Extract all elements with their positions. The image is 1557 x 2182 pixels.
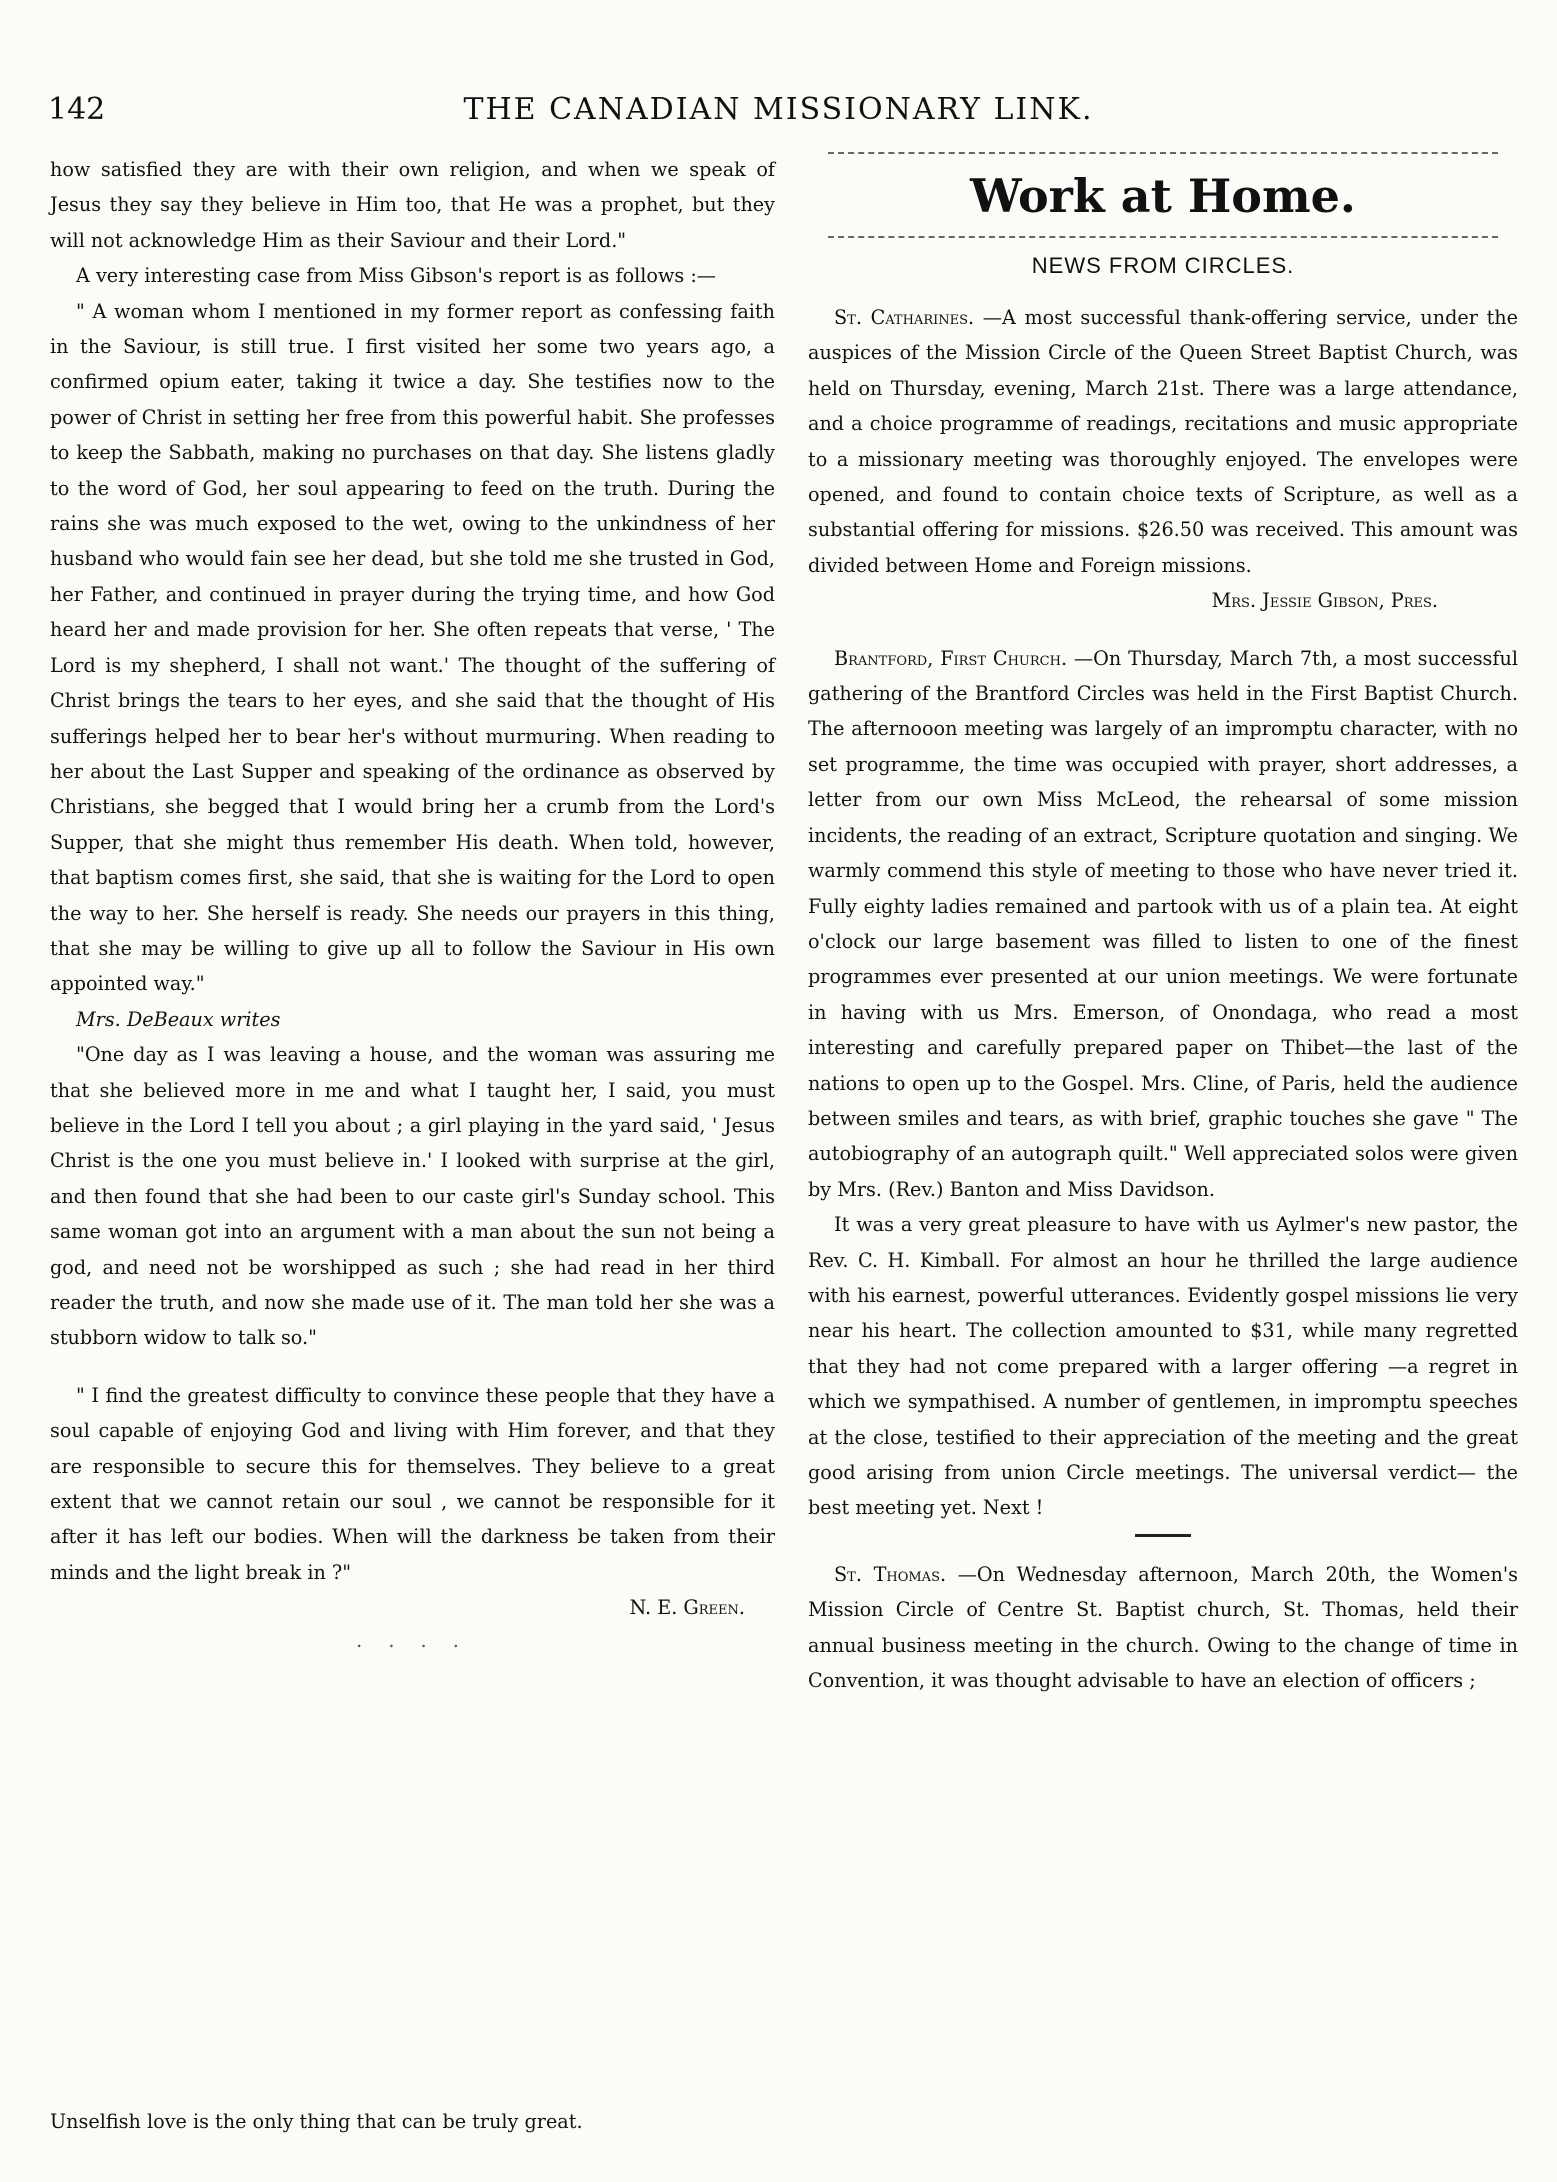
section-title: Work at Home.	[970, 169, 1356, 223]
paragraph-difficulty: " I find the greatest difficulty to convince these people that they have a soul capable of enjoying God and living with Him forever, and that they are responsible to secure this for themselves. They believe to a great extent that we cannot retain our soul , we cannot be responsible for it after it has left our bodies. When will the darkness be taken from their minds and the light break in ?"	[50, 1383, 775, 1584]
news-st-catharines	[808, 300, 1518, 583]
paragraph-debeaux-intro	[50, 1002, 775, 1037]
text-st-catharines: —A most successful thank-offering service, under the auspices of the Mission Circle of the Queen Street Baptist Church, was held on Thursday, evening, March 21st. There was a large attendance, and a choice programme of readings, recitations and music appropriate to a missionary meeting was thoroughly enjoyed. The envelopes were opened, and found to contain choice texts of Scripture, as well as a substantial offering for missions. $26.50 was received. This amount was divided between Home and Foreign missions.	[808, 306, 1519, 577]
place-brantford: Brantford, First Church.	[834, 646, 1068, 670]
spacer	[808, 619, 1518, 641]
left-column	[50, 152, 775, 1656]
news-brantford-continued: It was a very great pleasure to have with us Aylmer's new pastor, the Rev. C. H. Kimball. For almost an hour he thrilled the large audience with his earnest, powerful utterances. Evidently gospel missions lie very near his heart. The collection amounted to $31, while many regretted that they had not come prepared with a larger offering —a regret in which we sympathised. A number of gentlemen, in impromptu speeches at the close, testified to their appreciation of the meeting and the great good arising from union Circle meetings. The universal verdict— the best meeting yet. Next !	[808, 1213, 1518, 1520]
news-st-thomas	[808, 1557, 1518, 1699]
place-st-catharines: St. Catharines.	[834, 306, 975, 329]
debeaux-intro-text: Mrs. DeBeaux writes	[76, 1007, 281, 1031]
right-column	[808, 152, 1518, 1698]
text-brantford: —On Thursday, March 7th, a most successful gathering of the Brantford Circles was held in the First Baptist Church. The afternooon meeting was largely of an impromptu character, with no set programme, the time was occupied with prayer, short addresses, a letter from our own Miss McLeod, the rehearsal of some mission incidents, the reading of an extract, Scripture quotation and singing. We warmly commend this style of meeting to those who have never tried it. Fully eighty ladies remained and partook with us of a plain tea. At eight o'clock our large basement was filled to listen to one of the finest programmes ever presented at our union meetings. We were fortunate in having with us Mrs. Emerson, of Onondaga, who read a most interesting and carefully prepared paper on Thibet—the last of the nations to open up to the Gospel. Mrs. Cline, of Paris, held the audience between smiles and tears, as with brief, graphic touches she gave " The autobiography of an autograph quilt." Well appreciated solos were given by Mrs. (Rev.) Banton and Miss Davidson.	[808, 646, 1518, 1201]
dotted-separator: . . . .	[356, 1628, 469, 1652]
signature-gibson: Mrs. Jessie Gibson, Pres.	[1211, 589, 1438, 613]
news-subheading: NEWS FROM CIRCLES.	[1031, 253, 1295, 278]
paragraph-debeaux-report: "One day as I was leaving a house, and the woman was assuring me that she believed more in me and what I taught her, I said, you must believe in the Lord I tell you about ; a girl playing in the yard said, ' Jesus Christ is the one you must believe in.' I looked with surprise at the girl, and then found that she had been to our caste girl's Sunday school. This same woman got into an argument with a man about the sun not being a god, and need not be worshipped as such ; she had read in her third reader the truth, and now she made use of it. The man told her she was a stubborn widow to talk so."	[50, 1043, 775, 1350]
news-brantford	[808, 641, 1518, 1208]
dashed-rule-top	[828, 152, 1498, 154]
spacer	[50, 1356, 775, 1378]
page-number: 142	[48, 92, 106, 127]
running-title: THE CANADIAN MISSIONARY LINK.	[463, 92, 1094, 127]
page-header	[48, 92, 1509, 142]
place-st-thomas: St. Thomas.	[834, 1562, 947, 1586]
signature-green: N. E. Green.	[629, 1596, 745, 1620]
text-st-thomas: —On Wednesday afternoon, March 20th, the Women's Mission Circle of Centre St. Baptist church, St. Thomas, held their annual business meeting in the church. Owing to the change of time in Convention, it was thought advisable to have an election of officers ;	[808, 1562, 1518, 1693]
paragraph-gibson-intro: A very interesting case from Miss Gibson's report is as follows :—	[76, 264, 716, 288]
paragraph-gibson-report: " A woman whom I mentioned in my former report as confessing faith in the Saviour, is still true. I first visited her some two years ago, a confirmed opium eater, taking it twice a day. She testifies now to the power of Christ in setting her free from this powerful habit. She professes to keep the Sabbath, making no purchases on that day. She listens gladly to the word of God, her soul appearing to feed on the truth. During the rains she was much exposed to the wet, owing to the unkindness of her husband who would fain see her dead, but she told me she trusted in God, her Father, and continued in prayer during the trying time, and how God heard her and made provision for her. She often repeats that verse, ' The Lord is my shepherd, I shall not want.' The thought of the suffering of Christ brings the tears to her eyes, and she said that the thought of His sufferings helped her to bear her's without murmuring. When reading to her about the Last Supper and speaking of the ordinance as observed by Christians, she begged that I would bring her a crumb from the Lord's Supper, that she might thus remember His death. When told, however, that baptism comes first, she said, that she is waiting for the Lord to open the way to her. She herself is ready. She needs our prayers in this thing, that she may be willing to give up all to follow the Saviour in His own appointed way."	[50, 299, 775, 996]
closing-maxim: Unselfish love is the only thing that can be truly great.	[50, 2110, 583, 2133]
short-rule	[1135, 1534, 1191, 1537]
paragraph-continuation: how satisfied they are with their own religion, and when we speak of Jesus they say they believe in Him too, that He was a prophet, but they will not acknowledge Him as their Saviour and their Lord."	[50, 158, 775, 252]
dashed-rule-bottom	[828, 236, 1498, 238]
